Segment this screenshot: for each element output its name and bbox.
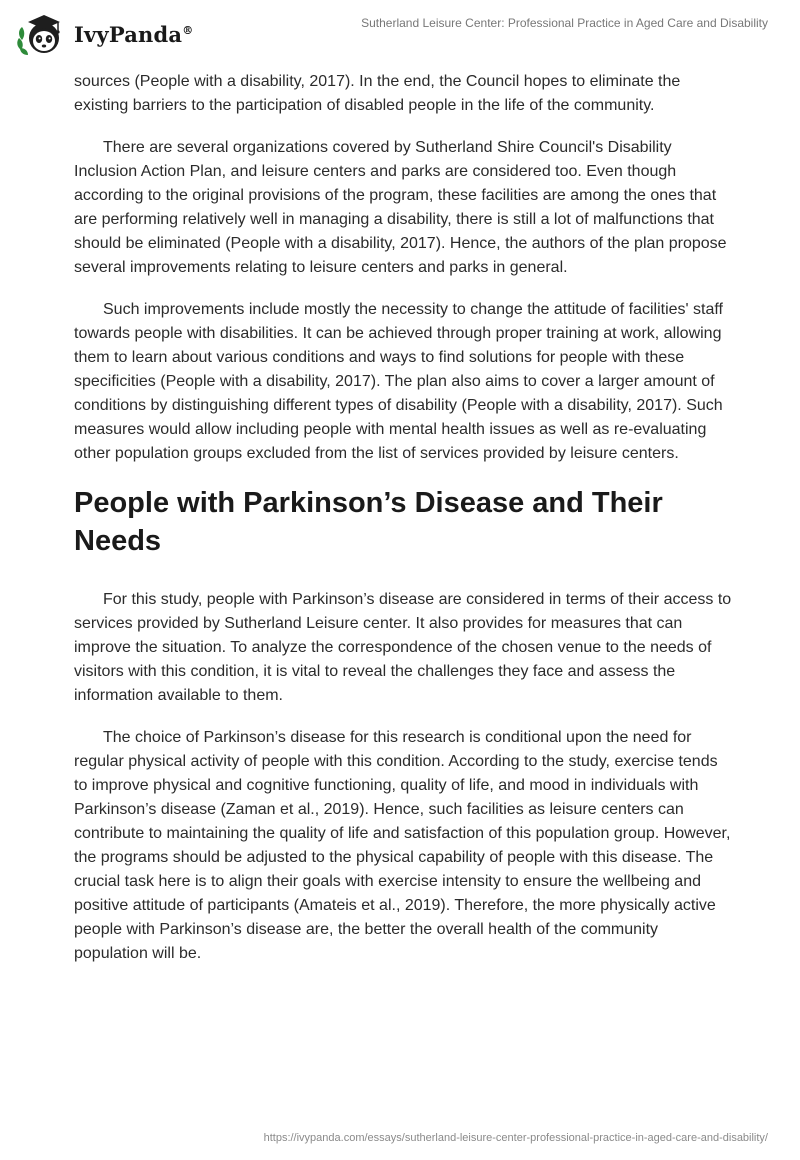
- section-heading: People with Parkinson’s Disease and Their Needs: [74, 487, 663, 557]
- paragraph-physical-activity: The choice of Parkinson’s disease for this research is conditional upon the need for regular physical activity of people with this condition. According to the study, exercise tends to improve physical and cognitive functioning, quality of life, and mood in individuals with Parkinson’s disease (Zaman et al., 2019). Hence, such facilities as leisure centers can contribute to maintaining the quality of life and satisfaction of this population group. However, the programs should be adjusted to the physical capability of people with this disease. The crucial task here is to align their goals with exercise intensity to ensure the wellbeing and positive attitude of participants (Amateis et al., 2019). Therefore, the more physically active people with Parkinson’s disease are, the better the overall health of the community population will be.: [74, 729, 731, 962]
- ivypanda-logo[interactable]: [16, 10, 193, 58]
- essay-body: [74, 70, 734, 984]
- paragraph-organizations: There are several organizations covered by Sutherland Shire Council's Disability Inclusion Action Plan, and leisure centers and parks are considered too. Even though according to the original provisions of the program, these facilities are among the ones that are performing relatively well in managing a disability, there is still a lot of malfunctions that should be eliminated (People with a disability, 2017). Hence, the authors of the plan propose several improvements relating to leisure centers and parks in general.: [74, 139, 727, 276]
- source-url[interactable]: https://ivypanda.com/essays/sutherland-leisure-center-professional-practice-in-aged-care-and-disability/: [263, 1132, 768, 1144]
- paragraph-improvements: Such improvements include mostly the necessity to change the attitude of facilities' staff towards people with disabilities. It can be achieved through proper training at work, allowing them to learn about various conditions and ways to find solutions for people with these specificities (People with a disability, 2017). The plan also aims to cover a larger amount of conditions by distinguishing different types of disability (People with a disability, 2017). Such measures would allow including people with mental health issues as well as re-evaluating other population groups excluded from the list of services provided by leisure centers.: [74, 301, 723, 462]
- paragraph-study-scope: For this study, people with Parkinson’s disease are considered in terms of their access to services provided by Sutherland Leisure center. It also provides for measures that can improve the situation. To analyze the correspondence of the chosen venue to the needs of visitors with this condition, it is vital to reveal the challenges they face and assess the information available to them.: [74, 591, 732, 704]
- document-title: Sutherland Leisure Center: Professional Practice in Aged Care and Disability: [361, 16, 768, 30]
- page-header: [0, 0, 800, 70]
- paragraph-continuation: sources (People with a disability, 2017). In the end, the Council hopes to eliminate the existing barriers to the participation of disabled people in the life of the community.: [74, 73, 681, 114]
- brand-name: IvyPanda®: [74, 21, 194, 47]
- panda-graduation-cap-icon: [16, 10, 66, 58]
